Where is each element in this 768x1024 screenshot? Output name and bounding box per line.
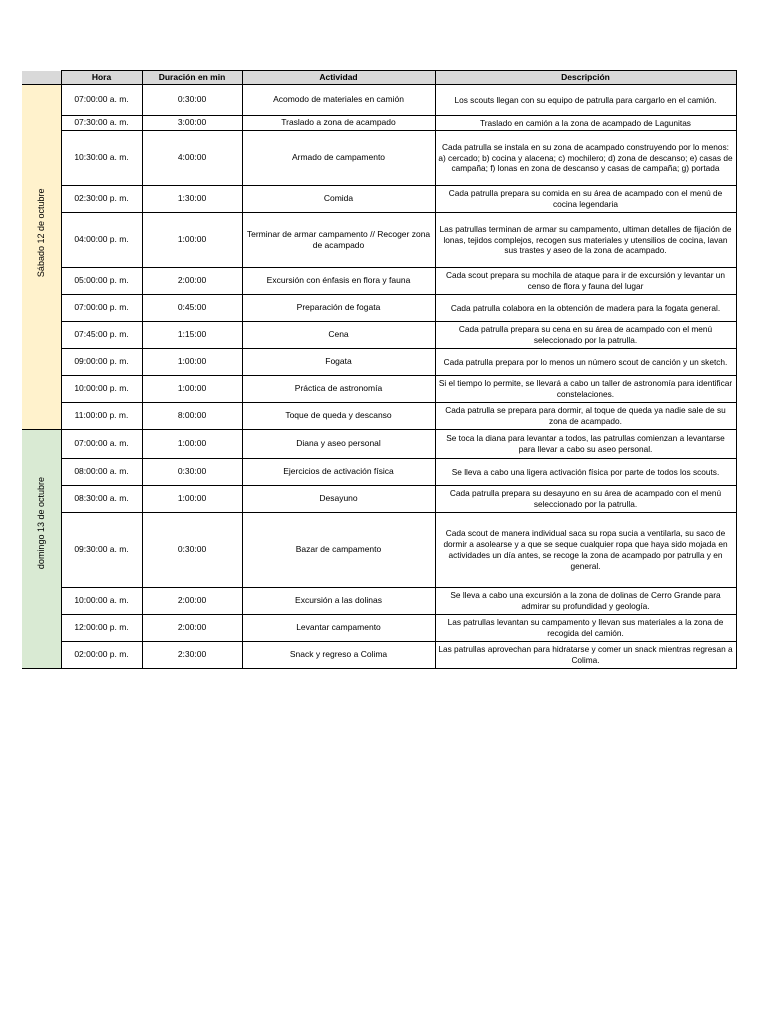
duracion-cell: 4:00:00 xyxy=(142,131,242,186)
hora-cell: 10:00:00 p. m. xyxy=(61,376,142,403)
descripcion-cell: Se lleva a cabo una ligera activación física por parte de todos los scouts. xyxy=(435,459,736,486)
actividad-cell: Fogata xyxy=(242,349,435,376)
descripcion-cell: Cada patrulla prepara por lo menos un número scout de canción y un sketch. xyxy=(435,349,736,376)
actividad-cell: Desayuno xyxy=(242,486,435,513)
descripcion-cell: Se toca la diana para levantar a todos, las patrullas comienzan a levantarse para llevar a cabo su aseo personal. xyxy=(435,430,736,459)
duracion-cell: 2:00:00 xyxy=(142,588,242,615)
table-row xyxy=(22,116,736,131)
descripcion-cell: Las patrullas terminan de armar su campamento, ultiman detalles de fijación de lonas, tejidos complejos, recogen sus materiales y utensilios de cocina, lavan sus trastes y aseo de la zona de acampado. xyxy=(435,213,736,268)
duracion-cell: 8:00:00 xyxy=(142,403,242,430)
descripcion-cell: Las patrullas aprovechan para hidratarse y comer un snack mientras regresan a Colima. xyxy=(435,642,736,669)
header-corner xyxy=(22,71,61,85)
header-hora: Hora xyxy=(61,71,142,85)
actividad-cell: Comida xyxy=(242,186,435,213)
hora-cell: 07:00:00 a. m. xyxy=(61,85,142,116)
descripcion-cell: Cada patrulla se instala en su zona de acampado construyendo por lo menos: a) cercado; b) cocina y alacena; c) mochilero; d) zona de descanso; e) casas de campaña; f) lonas en zona de descanso y casas de campaña; g) portada xyxy=(435,131,736,186)
actividad-cell: Terminar de armar campamento // Recoger zona de acampado xyxy=(242,213,435,268)
hora-cell: 08:00:00 a. m. xyxy=(61,459,142,486)
hora-cell: 04:00:00 p. m. xyxy=(61,213,142,268)
table-row xyxy=(22,349,736,376)
table-row xyxy=(22,403,736,430)
table-row xyxy=(22,486,736,513)
hora-cell: 10:00:00 a. m. xyxy=(61,588,142,615)
duracion-cell: 1:00:00 xyxy=(142,213,242,268)
schedule-sheet xyxy=(22,70,736,669)
table-row xyxy=(22,268,736,295)
duracion-cell: 2:00:00 xyxy=(142,615,242,642)
table-row xyxy=(22,430,736,459)
actividad-cell: Bazar de campamento xyxy=(242,513,435,588)
hora-cell: 12:00:00 p. m. xyxy=(61,615,142,642)
actividad-cell: Levantar campamento xyxy=(242,615,435,642)
duracion-cell: 2:00:00 xyxy=(142,268,242,295)
duracion-cell: 3:00:00 xyxy=(142,116,242,131)
actividad-cell: Snack y regreso a Colima xyxy=(242,642,435,669)
hora-cell: 10:30:00 a. m. xyxy=(61,131,142,186)
duracion-cell: 0:45:00 xyxy=(142,295,242,322)
hora-cell: 05:00:00 p. m. xyxy=(61,268,142,295)
schedule-table xyxy=(22,70,737,669)
header-row xyxy=(22,71,736,85)
hora-cell: 07:30:00 a. m. xyxy=(61,116,142,131)
duracion-cell: 1:00:00 xyxy=(142,349,242,376)
descripcion-cell: Cada patrulla prepara su cena en su área de acampado con el menú seleccionado por la patrulla. xyxy=(435,322,736,349)
table-row xyxy=(22,513,736,588)
duracion-cell: 1:00:00 xyxy=(142,376,242,403)
schedule-body xyxy=(22,85,736,669)
table-row xyxy=(22,213,736,268)
actividad-cell: Preparación de fogata xyxy=(242,295,435,322)
descripcion-cell: Cada scout prepara su mochila de ataque para ir de excursión y levantar un censo de flora y fauna del lugar xyxy=(435,268,736,295)
duracion-cell: 0:30:00 xyxy=(142,513,242,588)
actividad-cell: Excursión con énfasis en flora y fauna xyxy=(242,268,435,295)
header-descripcion: Descripción xyxy=(435,71,736,85)
table-row xyxy=(22,131,736,186)
hora-cell: 09:30:00 a. m. xyxy=(61,513,142,588)
hora-cell: 02:30:00 p. m. xyxy=(61,186,142,213)
duracion-cell: 1:30:00 xyxy=(142,186,242,213)
hora-cell: 02:00:00 p. m. xyxy=(61,642,142,669)
hora-cell: 07:45:00 p. m. xyxy=(61,322,142,349)
descripcion-cell: Cada patrulla colabora en la obtención de madera para la fogata general. xyxy=(435,295,736,322)
duracion-cell: 0:30:00 xyxy=(142,459,242,486)
actividad-cell: Excursión a las dolinas xyxy=(242,588,435,615)
table-row xyxy=(22,322,736,349)
table-row xyxy=(22,295,736,322)
descripcion-cell: Traslado en camión a la zona de acampado de Lagunitas xyxy=(435,116,736,131)
descripcion-cell: Se lleva a cabo una excursión a la zona de dolinas de Cerro Grande para admirar su profundidad y geología. xyxy=(435,588,736,615)
hora-cell: 07:00:00 a. m. xyxy=(61,430,142,459)
actividad-cell: Ejercicios de activación física xyxy=(242,459,435,486)
actividad-cell: Acomodo de materiales en camión xyxy=(242,85,435,116)
duracion-cell: 2:30:00 xyxy=(142,642,242,669)
table-row xyxy=(22,85,736,116)
actividad-cell: Toque de queda y descanso xyxy=(242,403,435,430)
hora-cell: 11:00:00 p. m. xyxy=(61,403,142,430)
duracion-cell: 0:30:00 xyxy=(142,85,242,116)
day-label-cell xyxy=(22,85,61,430)
hora-cell: 07:00:00 p. m. xyxy=(61,295,142,322)
duracion-cell: 1:15:00 xyxy=(142,322,242,349)
actividad-cell: Cena xyxy=(242,322,435,349)
actividad-cell: Diana y aseo personal xyxy=(242,430,435,459)
actividad-cell: Práctica de astronomía xyxy=(242,376,435,403)
table-row xyxy=(22,376,736,403)
table-row xyxy=(22,588,736,615)
hora-cell: 09:00:00 p. m. xyxy=(61,349,142,376)
day-label-cell xyxy=(22,430,61,669)
descripcion-cell: Los scouts llegan con su equipo de patrulla para cargarlo en el camión. xyxy=(435,85,736,116)
header-duracion: Duración en min xyxy=(142,71,242,85)
header-actividad: Actividad xyxy=(242,71,435,85)
day-label: Sábado 12 de octubre xyxy=(36,188,47,277)
table-row xyxy=(22,459,736,486)
actividad-cell: Armado de campamento xyxy=(242,131,435,186)
descripcion-cell: Cada patrulla se prepara para dormir, al toque de queda ya nadie sale de su zona de acampado. xyxy=(435,403,736,430)
descripcion-cell: Si el tiempo lo permite, se llevará a cabo un taller de astronomía para identificar constelaciones. xyxy=(435,376,736,403)
actividad-cell: Traslado a zona de acampado xyxy=(242,116,435,131)
duracion-cell: 1:00:00 xyxy=(142,486,242,513)
duracion-cell: 1:00:00 xyxy=(142,430,242,459)
table-row xyxy=(22,186,736,213)
descripcion-cell: Cada scout de manera individual saca su ropa sucia a ventilarla, su saco de dormir a asolearse y a que se seque cualquier ropa que haya sido mojada en actividades un día antes, se recoge la zona de acampado por patrulla y en general. xyxy=(435,513,736,588)
descripcion-cell: Las patrullas levantan su campamento y llevan sus materiales a la zona de recogida del camión. xyxy=(435,615,736,642)
hora-cell: 08:30:00 a. m. xyxy=(61,486,142,513)
descripcion-cell: Cada patrulla prepara su desayuno en su área de acampado con el menú seleccionado por la patrulla. xyxy=(435,486,736,513)
descripcion-cell: Cada patrulla prepara su comida en su área de acampado con el menú de cocina legendaria xyxy=(435,186,736,213)
day-label: domingo 13 de octubre xyxy=(36,476,47,569)
table-row xyxy=(22,615,736,642)
table-row xyxy=(22,642,736,669)
